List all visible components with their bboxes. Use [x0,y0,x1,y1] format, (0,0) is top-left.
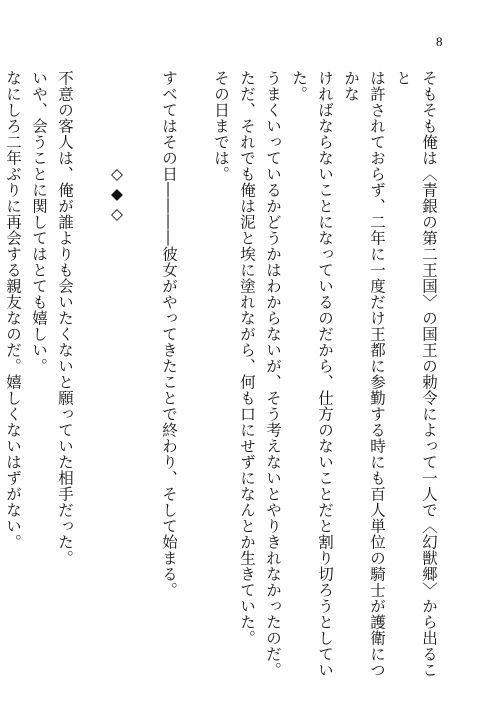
text-line: ければならないことになっているのだから、仕方のないことだと割り切ろうとしていた。 [290,70,334,678]
section-break-ornament: ◇◆◇ [108,165,126,225]
text-line: ただ、それでも俺は泥と埃に塗れながら、何も口にせずになんとか生きていた。 [238,70,256,646]
text-line: その日までは。 [212,70,230,182]
text-line: なにしろ二年ぶりに再会する親友なのだ。嬉しくないはずがない。 [4,70,22,550]
vertical-text-body [4,70,442,690]
text-line: 不意の客人は、俺が誰よりも会いたくないと願っていた相手だった。 [56,70,74,566]
text-line: うまくいっているかどうかはわからないが、そう考えないとやりきれなかったのだ。 [264,70,282,678]
page-number: 8 [436,34,443,49]
blank-line [182,70,208,690]
text-line: いや、会うことに関してはとても嬉しい。 [30,70,48,374]
text-line: すべてはその日――――彼女がやってきたことで終わり、そして始まる。 [160,70,178,598]
blank-line [130,70,156,690]
text-line: そもそも俺は〈青銀の第二王国〉の国王の勅令によって一人で〈幻獣郷〉から出ること [394,70,438,678]
blank-line [78,70,104,690]
text-line: は許されておらず、二年に一度だけ王都に参勤する時にも百人単位の騎士が護衛につかな [342,70,386,678]
